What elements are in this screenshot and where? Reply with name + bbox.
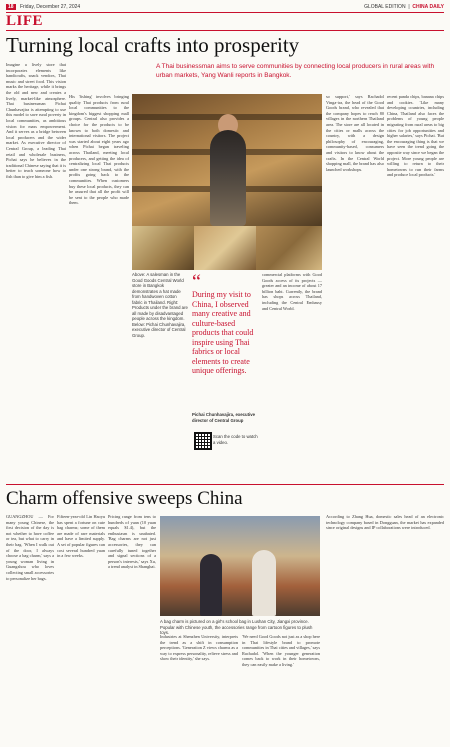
story2-column-1: GUANGZHOU — For many young Chinese, the first decision of the day is not whether to have coffee or tea, but what to carry in their bag. 'When I walk out of the door, I always choose a bag charm,' says a young woman living in Guangzhou who loves collecting small accessories to personalize her bags. (6, 514, 54, 581)
bag-charm-photo (160, 516, 320, 616)
story2-column-5: 'We need Good Goods not just as a shop here in Thai lifestyle brand to promote communities in Thai cities and villages,' says Rachadol. 'When the younger generation comes back to work in their hometowns, they can easily make a living.' (242, 634, 320, 667)
issue-date: Friday, December 27, 2024 (19, 4, 81, 10)
products-photo-2 (194, 226, 256, 270)
salesman-photo (132, 94, 322, 226)
story1-column-1: Imagine a lively store that incorporates elements like handicrafts, snack vendors, Thai music and street food. This vision marks the heritage, while it brings the old and new and creates a lively, market-like atmosphere. Thai businessman Pichai Chunhavajira is attempting to use this model to save rural poverty in local communities, as ambitious vision for mass empowerment. And it serves as a bridge between local producers and the wider market. As executive director of Central Group, a leading Thai retail and wholesale business, Pichai says he believes in the traditional Chinese saying that it is better to teach someone how to fish than to give him a fish. (6, 62, 66, 179)
story2-column-3: Pricing range from tens to hundreds of yuan (10 yuan equals $1.4), but the enthusiasm is unabated. 'Bag charms are not just accessories, they can carefully tuned together and signal sections of a person's interests,' says Xu, a trend analyst in Shanghai. (108, 514, 156, 570)
pull-quote-attribution: Pichai Chunhavajira, executive director of Central Group (192, 412, 256, 423)
story1-column-4: commercial platforms with Good Goods access of its projects — greater and an income of about 17 billion baht. Currently, the brand has shops across Thailand, including the Central Embassy and Central World. (262, 272, 322, 311)
pull-quote (192, 271, 260, 376)
story2-column-4: Industries at Shenzhen University, interprets the trend as a shift in consumption perceptions. 'Generation Z views charms as a way to express personality, relieve stress and show their identity,' she says. (160, 634, 238, 662)
story1-deck: A Thai businessman aims to serve communities by connecting local producers in rural areas with urban markets, Yang Wanli reports in Bangkok. (156, 63, 435, 79)
header-rule (6, 12, 444, 13)
story-divider (6, 484, 444, 485)
brand-name: CHINA DAILY (412, 4, 444, 10)
products-photo-1 (132, 226, 194, 270)
section-rule (6, 30, 444, 31)
pull-quote-text: During my visit to China, I observed many creative and culture-based products that could inspire using Thai fabrics or local elements to create unique offerings. (192, 290, 254, 375)
page-number: 18 (8, 4, 14, 10)
edition-label: GLOBAL EDITION (364, 4, 406, 10)
portrait-photo (256, 226, 322, 270)
story1-column-5: so support,' says Rachadol Vinga-ira, the head of the Good Goods brand, who revealed that the company hopes to reach 80 villages in the northern Thailand area. The store are all located in the cities or malls across the country, with a design philosophy of encouraging, community-based, consumers and visitors to know about the crafts. In the Central World shopping mall, the brand has also launched workshops. (326, 94, 384, 172)
story1-headline: Turning local crafts into prosperity (6, 33, 300, 57)
story2-column-2: Fifteen-year-old Lin Haoyu has spent a fortune on cute bag charms; some of them are made of rare materials and have a limited supply. A set of popular figures can cost several hundred yuan in a few weeks. (57, 514, 105, 559)
story2-column-6: According to Zhang Hua, domestic sales head of an electronic technology company based in Dongguan, the market has expanded since original designs and IP collaborations were introduced. (326, 514, 444, 531)
quote-mark-icon: “ (192, 271, 201, 293)
qr-code-icon[interactable] (194, 432, 212, 450)
qr-instructions: Scan the code to watch a video. (213, 434, 258, 445)
story2-photo-caption: A bag charm is pictured on a girl's school bag in Lushan City, Jiangxi province. Popular with Chinese youth, the accessories range from cartoon figures to plush toys. (160, 619, 313, 635)
section-title: LIFE (6, 13, 44, 29)
story1-photo-caption: Above: A salesman in the Good Goods Central World store in Bangkok demonstrates a hat made from handwoven cotton fabric in Thailand. Right: Products under the brand are all made by disadvantaged people across the kingdom. Below: Pichai Chunhavajira, executive director of Central Group. (132, 272, 188, 338)
page-header: 18 Friday, December 27, 2024 GLOBAL EDITION | CHINA DAILY (8, 4, 444, 10)
story1-column-2: His 'fishing' involves bringing quality Thai products from rural local communities to the kingdom's biggest shopping mall groups. Central also provides a choice for the products to be known to both domestic and international visitors. The project was started about eight years ago when Pichai began traveling across Thailand, meeting local producers, and getting the idea of centralizing local Thai products under one strong brand, with the profits going back to the communities. When customers buy these local products, they can be assured that all the profit will be sent to the people who made them. (69, 94, 129, 206)
story1-column-6: recent panda chips, banana chips and cookies. 'Like many developing countries, including China, Thailand also faces the problems of young people migrating from rural areas to big cities for job opportunities and higher salaries,' says Pichai. 'But the encouraging thing is that we have seen the trend going the opposite way since we began the project. More young people are willing to return to their hometowns to run their farms and produce local products.' (387, 94, 444, 178)
story2-headline: Charm offensive sweeps China (6, 488, 243, 509)
